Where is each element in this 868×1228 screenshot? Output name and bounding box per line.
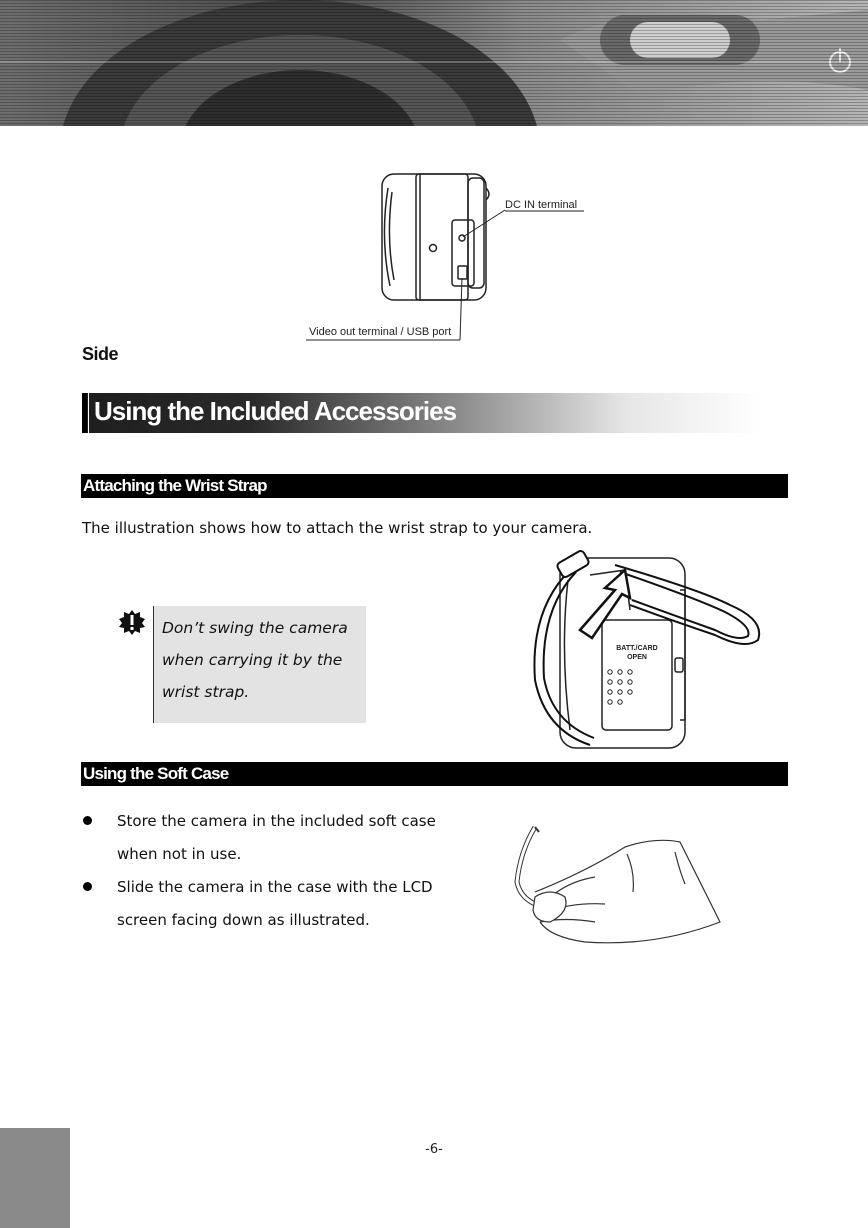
bullet-icon — [83, 882, 92, 891]
soft-case-bullet-list — [82, 805, 482, 937]
svg-text:BATT./CARD: BATT./CARD — [616, 645, 658, 652]
video-usb-callout-label: Video out terminal / USB port — [309, 326, 452, 338]
section-title: Using the Included Accessories — [94, 396, 457, 426]
warning-note-box — [153, 606, 366, 723]
list-item — [82, 871, 482, 937]
list-item — [82, 805, 482, 871]
section-title-banner — [82, 393, 762, 433]
bullet-line: screen facing down as illustrated. — [117, 911, 370, 929]
soft-case-heading: Using the Soft Case — [81, 762, 788, 786]
note-line: Don’t swing the camera — [162, 619, 348, 637]
bullet-icon — [83, 816, 92, 825]
bullet-line: Slide the camera in the case with the LCD — [117, 878, 433, 896]
side-view-caption: Side — [82, 344, 119, 364]
wrist-strap-heading: Attaching the Wrist Strap — [81, 474, 788, 498]
note-line: wrist strap. — [162, 683, 250, 701]
bullet-line: when not in use. — [117, 845, 242, 863]
warning-note-text — [162, 612, 362, 708]
page-corner-tab — [0, 1128, 70, 1228]
note-line: when carrying it by the — [162, 651, 343, 669]
header-banner-image — [0, 0, 868, 126]
camera-side-view-illustration — [300, 168, 600, 343]
wrist-strap-illustration — [520, 550, 770, 755]
wrist-strap-description: The illustration shows how to attach the wrist strap to your camera. — [82, 519, 593, 537]
page-number: -6- — [425, 1142, 443, 1157]
bullet-line: Store the camera in the included soft case — [117, 812, 436, 830]
svg-text:OPEN: OPEN — [627, 654, 647, 661]
dc-in-callout-label: DC IN terminal — [505, 199, 578, 211]
warning-icon — [118, 609, 146, 635]
soft-case-illustration — [505, 822, 730, 947]
